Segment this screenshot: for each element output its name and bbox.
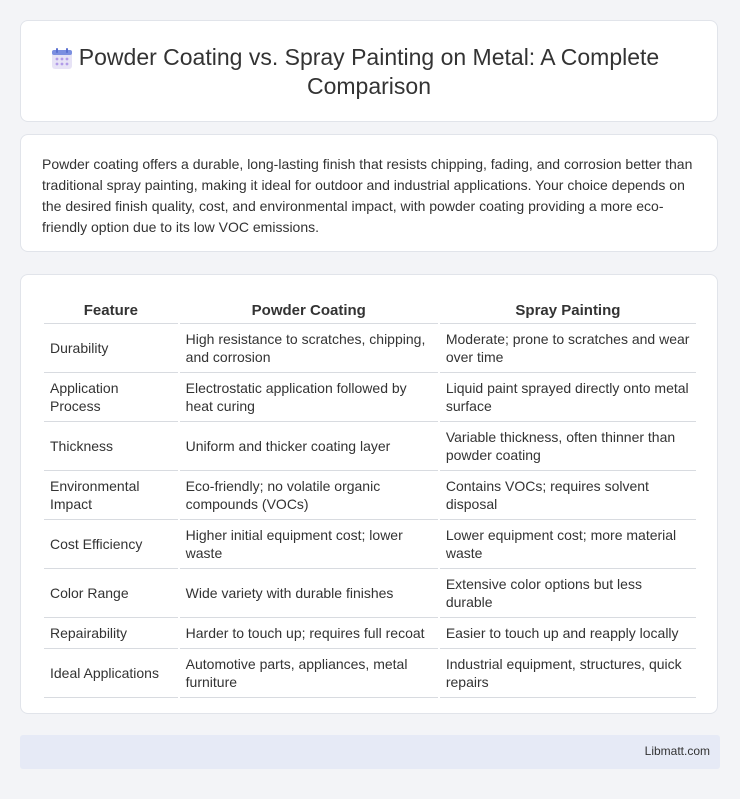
table-row bbox=[44, 569, 696, 618]
cell-powder: Eco-friendly; no volatile organic compounds (VOCs) bbox=[180, 471, 438, 520]
cell-feature: Repairability bbox=[44, 618, 178, 649]
table-row bbox=[44, 618, 696, 649]
table-header-row bbox=[44, 295, 696, 324]
page-title: Powder Coating vs. Spray Painting on Metal: A Complete Comparison bbox=[78, 44, 660, 99]
cell-feature: Thickness bbox=[44, 422, 178, 471]
cell-feature: Application Process bbox=[44, 373, 178, 422]
cell-powder: Wide variety with durable finishes bbox=[180, 569, 438, 618]
header-spray-painting: Spray Painting bbox=[440, 295, 696, 324]
table-row bbox=[44, 373, 696, 422]
cell-spray: Variable thickness, often thinner than powder coating bbox=[440, 422, 696, 471]
cell-feature: Color Range bbox=[44, 569, 178, 618]
cell-powder: High resistance to scratches, chipping, and corrosion bbox=[180, 324, 438, 373]
table-row bbox=[44, 422, 696, 471]
intro-paragraph: Powder coating offers a durable, long-lasting finish that resists chipping, fading, and corrosion better than traditional spray painting, making it ideal for outdoor and industrial applications. Your choice depends on the desired finish quality, cost, and environmental impact, with powder coating providing a more eco-friendly option due to its low VOC emissions. bbox=[42, 156, 693, 235]
cell-spray: Contains VOCs; requires solvent disposal bbox=[440, 471, 696, 520]
cell-feature: Ideal Applications bbox=[44, 649, 178, 698]
cell-powder: Electrostatic application followed by heat curing bbox=[180, 373, 438, 422]
cell-feature: Environmental Impact bbox=[44, 471, 178, 520]
cell-feature: Cost Efficiency bbox=[44, 520, 178, 569]
cell-spray: Extensive color options but less durable bbox=[440, 569, 696, 618]
cell-powder: Harder to touch up; requires full recoat bbox=[180, 618, 438, 649]
cell-spray: Moderate; prone to scratches and wear over time bbox=[440, 324, 696, 373]
cell-powder: Automotive parts, appliances, metal furniture bbox=[180, 649, 438, 698]
cell-spray: Lower equipment cost; more material waste bbox=[440, 520, 696, 569]
footer-brand-link[interactable]: Libmatt.com bbox=[644, 744, 710, 758]
header-powder-coating: Powder Coating bbox=[180, 295, 438, 324]
cell-powder: Uniform and thicker coating layer bbox=[180, 422, 438, 471]
cell-powder: Higher initial equipment cost; lower waste bbox=[180, 520, 438, 569]
cell-feature: Durability bbox=[44, 324, 178, 373]
table-row bbox=[44, 471, 696, 520]
table-row bbox=[44, 649, 696, 698]
cell-spray: Industrial equipment, structures, quick repairs bbox=[440, 649, 696, 698]
header-feature: Feature bbox=[44, 295, 178, 324]
intro-card bbox=[20, 134, 718, 252]
comparison-card bbox=[20, 274, 718, 714]
title-card bbox=[20, 20, 718, 122]
cell-spray: Easier to touch up and reapply locally bbox=[440, 618, 696, 649]
table-row bbox=[44, 324, 696, 373]
comparison-table bbox=[42, 295, 698, 698]
cell-spray: Liquid paint sprayed directly onto metal surface bbox=[440, 373, 696, 422]
table-row bbox=[44, 520, 696, 569]
footer-bar bbox=[20, 735, 720, 769]
